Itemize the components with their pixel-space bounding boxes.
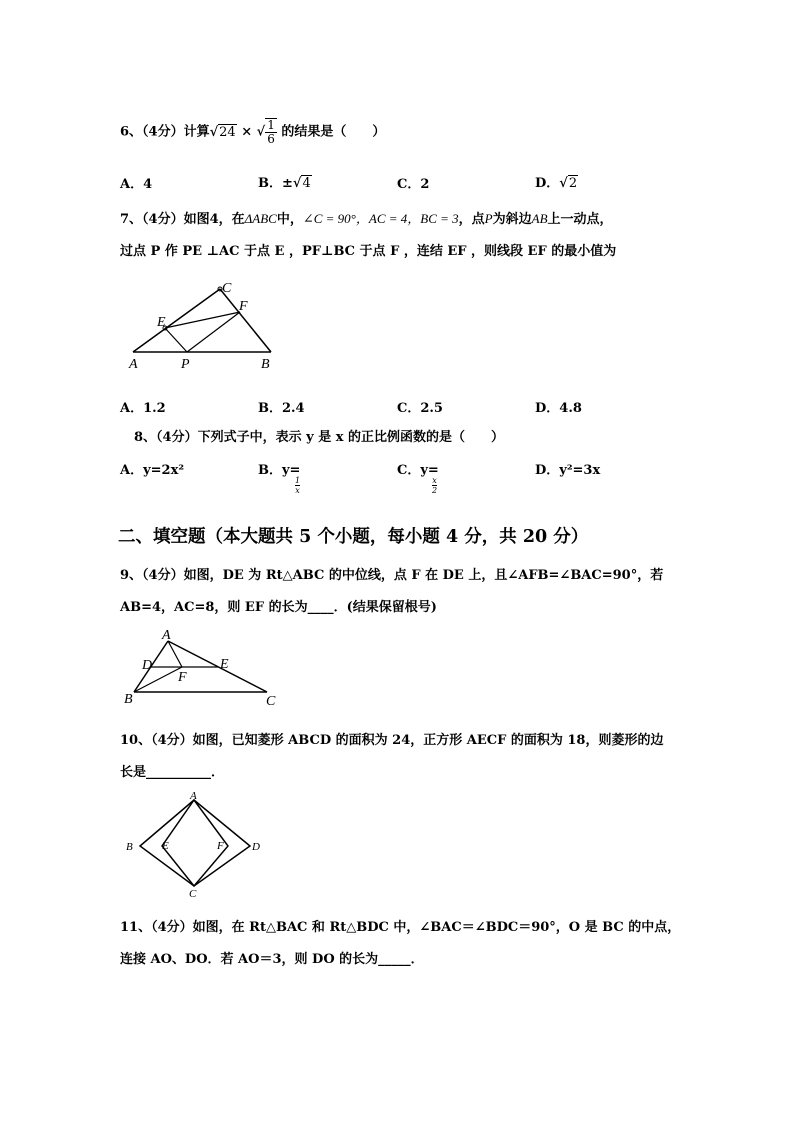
q6-suffix: 的结果是（ ） bbox=[281, 124, 386, 140]
label-c: C bbox=[222, 281, 232, 296]
q7-option-d: D．4.8 bbox=[535, 401, 582, 416]
question-6: 6、（4分）计算√24 × √ $\frac{1}{6}$ 的结果是（ ） bbox=[120, 118, 386, 147]
label-d: D bbox=[252, 841, 260, 853]
label-d: D bbox=[142, 658, 153, 673]
question-11-line1: 11、（4分）如图，在 Rt△BAC 和 Rt△BDC 中，∠BAC＝∠BDC＝90°，O 是 BC 的中点， bbox=[120, 920, 681, 935]
q8-option-d: D．y²=3x bbox=[535, 463, 601, 478]
label-a: A bbox=[129, 357, 138, 372]
q8-option-b-fraction: 1 x bbox=[295, 476, 301, 495]
q6-prefix: 6、（4分）计算 bbox=[120, 124, 210, 140]
label-f: F bbox=[217, 840, 224, 852]
question-7-line2: 过点 P 作 PE ⊥AC 于点 E ，PF⊥BC 于点 F ，连结 EF ，则线段 EF 的最小值为 bbox=[120, 244, 617, 259]
label-f: F bbox=[178, 670, 187, 685]
label-b: B bbox=[261, 357, 270, 372]
q8-option-c: C．y= bbox=[397, 463, 439, 478]
q9-triangle-figure bbox=[120, 625, 285, 710]
label-f: F bbox=[239, 299, 248, 314]
q6-option-c: C．2 bbox=[397, 177, 430, 192]
q7-option-b: B．2.4 bbox=[258, 401, 305, 416]
q6-option-d: D．√2 bbox=[535, 176, 578, 191]
question-9-line2: AB=4，AC=8，则 EF 的长为____．(结果保留根号) bbox=[120, 600, 437, 615]
question-8: 8、（4分）下列式子中，表示 y 是 x 的正比例函数的是（ ） bbox=[134, 430, 504, 445]
q8-option-b: B．y= bbox=[258, 463, 301, 478]
label-c: C bbox=[266, 694, 276, 709]
label-p: P bbox=[181, 357, 190, 372]
section-2-title: 二、填空题（本大题共 5 个小题，每小题 4 分，共 20 分） bbox=[118, 527, 589, 547]
question-7-line1: 7、（4分）如图4，在ΔABC中，∠C = 90°，AC = 4，BC = 3，点P为斜边AB上一动点， bbox=[120, 211, 613, 227]
q6-option-b: B．±√4 bbox=[258, 176, 311, 191]
question-10-line1: 10、（4分）如图，已知菱形 ABCD 的面积为 24，正方形 AECF 的面积为 18，则菱形的边 bbox=[120, 733, 664, 748]
q7-option-a: A．1.2 bbox=[120, 401, 166, 416]
q7-triangle-figure bbox=[125, 280, 285, 375]
label-e: E bbox=[220, 657, 229, 672]
label-a: A bbox=[190, 790, 197, 802]
question-10-line2: 长是__________． bbox=[120, 765, 225, 780]
sqrt-24: √24 bbox=[209, 124, 236, 140]
q8-option-c-fraction: x 2 bbox=[432, 476, 438, 495]
label-b: B bbox=[126, 841, 133, 853]
label-b: B bbox=[124, 692, 133, 707]
q10-rhombus-figure bbox=[120, 790, 270, 902]
label-c: C bbox=[189, 888, 197, 900]
fraction-1-6: $\frac{1}{6}$ bbox=[267, 118, 275, 147]
q6-option-a: A．4 bbox=[120, 177, 153, 192]
times-sign: × bbox=[241, 124, 253, 140]
label-e: E bbox=[157, 315, 166, 330]
label-a: A bbox=[162, 628, 171, 643]
question-9-line1: 9、（4分）如图，DE 为 Rt△ABC 的中位线，点 F 在 DE 上，且∠AFB=∠BAC=90°，若 bbox=[120, 568, 664, 583]
q7-option-c: C．2.5 bbox=[397, 401, 443, 416]
q8-option-a: A．y=2x² bbox=[120, 463, 185, 478]
label-e: E bbox=[162, 840, 169, 852]
question-11-line2: 连接 AO、DO．若 AO＝3，则 DO 的长为_____． bbox=[120, 952, 424, 967]
